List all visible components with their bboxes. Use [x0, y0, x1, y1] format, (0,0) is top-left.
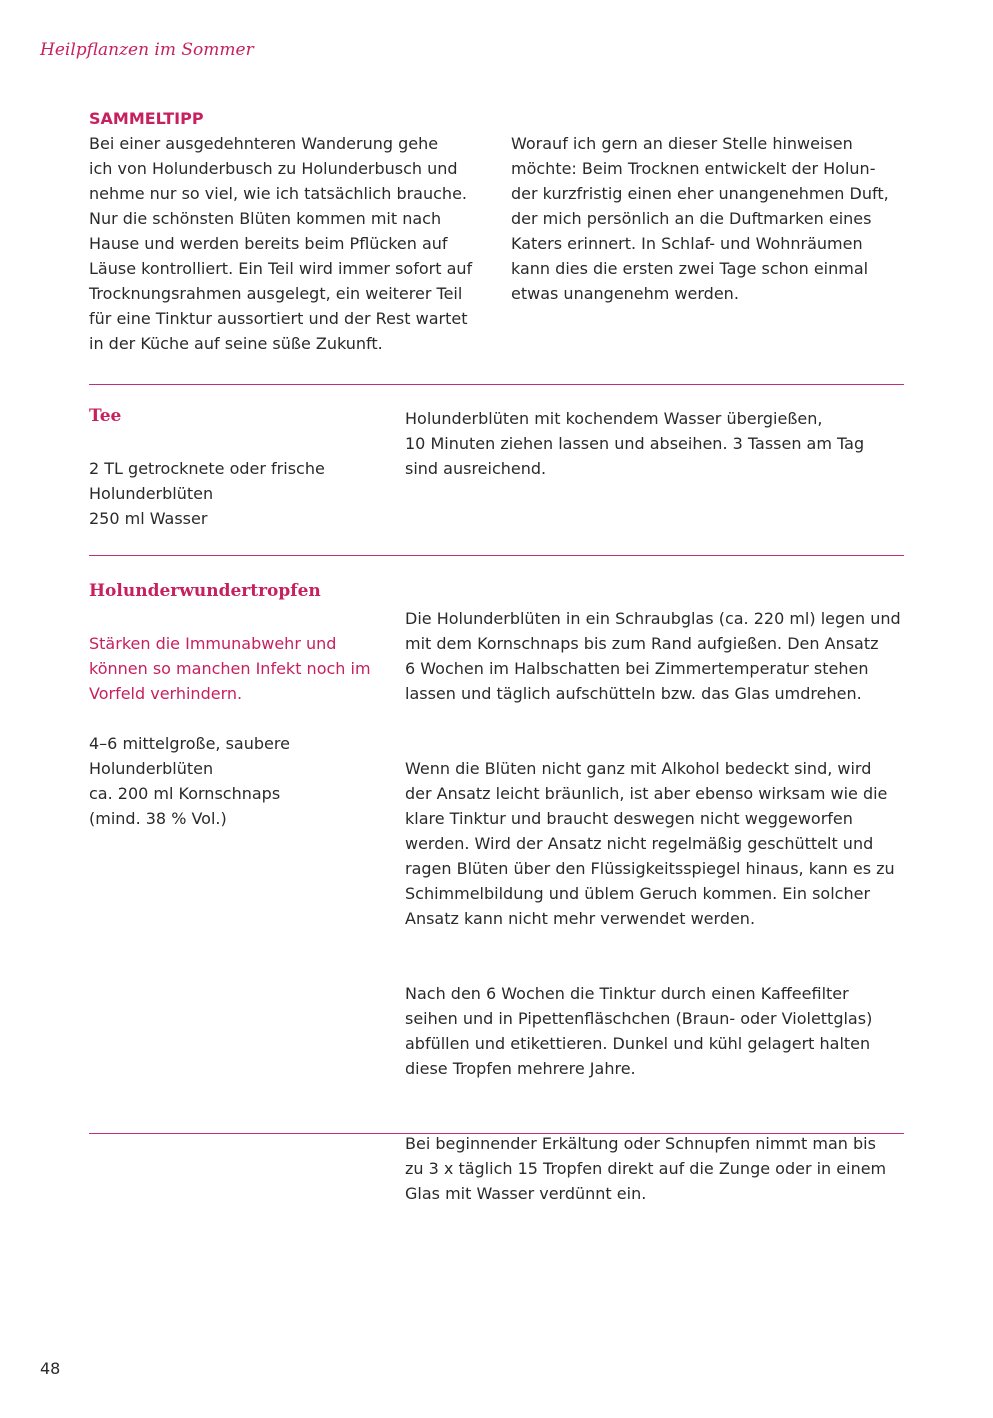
tip-left-text: Bei einer ausgedehnteren Wanderung gehe ich von Holunderbusch zu Holunderbusch und nehme nur so viel, wie ich tatsächlich brauche. Nur die schönsten Blüten kommen mit nach Hause und werden bereits beim Pflücken auf Läuse kontrolliert. Ein Teil wird immer sofort auf Trocknungsrahmen ausgelegt, ein weiterer Teil für eine Tinktur aussortiert und der Rest wartet in der Küche auf seine süße Zukunft. [89, 134, 473, 353]
divider-3 [89, 1133, 904, 1134]
divider-1 [89, 384, 904, 385]
recipe-title-tee: Tee [89, 406, 122, 426]
tee-ingredients: 2 TL getrocknete oder frische Holunderblüten 250 ml Wasser [89, 459, 325, 528]
divider-2 [89, 555, 904, 556]
drops-paragraph-4: Bei beginnender Erkältung oder Schnupfen nimmt man bis zu 3 x täglich 15 Tropfen direkt auf die Zunge oder in einem Glas mit Wasser verdünnt ein. [405, 1134, 887, 1203]
drops-paragraph-3: Nach den 6 Wochen die Tinktur durch einen Kaffeefilter seihen und in Pipettenfläschchen (Braun- oder Violettglas) abfüllen und etikettieren. Dunkel und kühl gelagert halten diese Tropfen mehrere Jahre. [405, 984, 873, 1078]
tip-right-text: Worauf ich gern an dieser Stelle hinweisen möchte: Beim Trocknen entwickelt der Holun- der kurzfristig einen eher unangenehmen Duft, der mich persönlich an die Duftmarken eines Katers erinnert. In Schlaf- und Wohnräumen kann dies die ersten zwei Tage schon einmal etwas unangenehm werden. [511, 134, 889, 303]
tip-heading: SAMMELTIPP [89, 109, 204, 128]
tee-instructions: Holunderblüten mit kochendem Wasser übergießen, 10 Minuten ziehen lassen und abseihen. 3 Tassen am Tag sind ausreichend. [405, 409, 865, 478]
page-number: 48 [40, 1359, 61, 1378]
drops-paragraph-1: Die Holunderblüten in ein Schraubglas (ca. 220 ml) legen und mit dem Kornschnaps bis zum Rand aufgießen. Den Ansatz 6 Wochen im Halbschatten bei Zimmertemperatur stehen lassen und täglich aufschütteln bzw. das Glas umdrehen. [405, 609, 901, 703]
running-header: Heilpflanzen im Sommer [40, 40, 254, 60]
drops-ingredients: 4–6 mittelgroße, saubere Holunderblüten ca. 200 ml Kornschnaps (mind. 38 % Vol.) [89, 734, 290, 828]
drops-subtitle: Stärken die Immunabwehr und können so manchen Infekt noch im Vorfeld verhindern. [89, 634, 371, 703]
drops-paragraph-2: Wenn die Blüten nicht ganz mit Alkohol bedeckt sind, wird der Ansatz leicht bräunlich, ist aber ebenso wirksam wie die klare Tinktur und braucht deswegen nicht weggeworfen werden. Wird der Ansatz nicht regelmäßig geschüttelt und ragen Blüten über den Flüssigkeitsspiegel hinaus, kann es zu Schimmelbildung und üblem Geruch kommen. Ein solcher Ansatz kann nicht mehr verwendet werden. [405, 759, 895, 928]
recipe-title-drops: Holunderwundertropfen [89, 581, 321, 601]
collecting-tip-box [89, 106, 904, 131]
